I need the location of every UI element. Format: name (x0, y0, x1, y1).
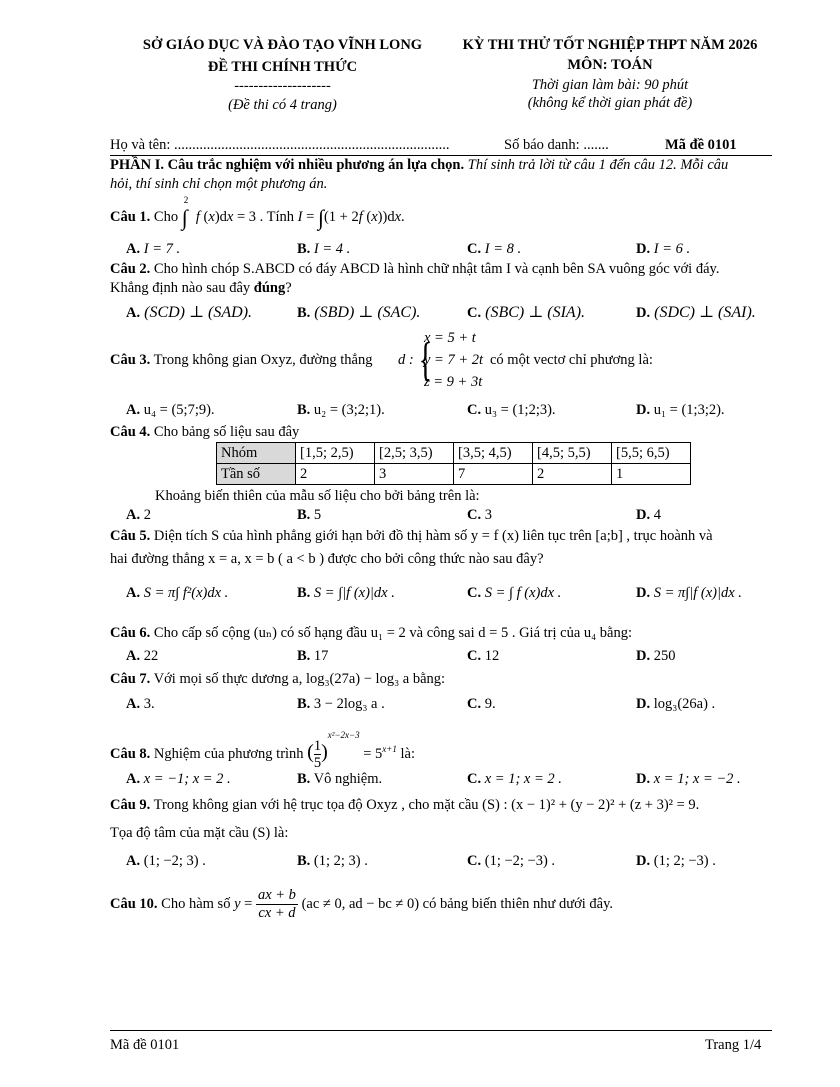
q5-option-b[interactable]: B. S = ∫|f (x)|dx . (297, 585, 395, 601)
part1-instruction: Thí sinh trả lời từ câu 1 đến câu 12. Mỗi câu (464, 157, 729, 173)
time-note: (không kể thời gian phát đề) (527, 95, 693, 111)
q6-option-c[interactable]: C. 12 (467, 648, 500, 664)
question-2 (110, 261, 719, 278)
question-9-line2: Tọa độ tâm của mặt cầu (S) là: (110, 825, 289, 841)
question-text-2: = 3 . Tính (236, 209, 295, 225)
table-cell: 1 (612, 464, 691, 485)
table-cell: 7 (454, 464, 533, 485)
q8-option-b[interactable]: B. Vô nghiệm. (297, 771, 383, 787)
equals-5: = 5 (363, 745, 383, 762)
exam-title: KỲ THI THỬ TỐT NGHIỆP THPT NĂM 2026 (462, 37, 758, 53)
line-eq-1: x = 5 + t (424, 330, 476, 346)
table-cell: [3,5; 4,5) (454, 443, 533, 464)
table-row (217, 443, 691, 464)
question-10: Câu 10. Cho hàm số y = $\frac{ax + b}{cx + d}$ (ac ≠ 0, ad − bc ≠ 0) có bảng biến thiên như dưới đây. (110, 887, 614, 921)
student-name-field: Họ và tên: ............................................................................ (110, 137, 450, 153)
table-cell: Tần số (217, 464, 296, 485)
question-text: Trong không gian với hệ trục tọa độ Oxyz , cho mặt cầu (S) : (x − 1)² + (y − 2)² + (z + 3)² = 9. (153, 797, 700, 813)
q2-option-a[interactable]: A. (SCD) ⊥ (SAD). (126, 304, 253, 321)
subject-label: MÔN: TOÁN (567, 57, 653, 73)
q8-option-a[interactable]: A. x = −1; x = 2 . (126, 771, 231, 787)
q7-option-c[interactable]: C. 9. (467, 696, 496, 712)
footer-divider (110, 1030, 772, 1031)
q5-option-a[interactable]: A. S = π∫ f²(x)dx . (126, 585, 229, 601)
q1-option-b[interactable]: B. I = 4 . (297, 241, 351, 257)
school-name: SỞ GIÁO DỤC VÀ ĐÀO TẠO VĨNH LONG (142, 37, 423, 53)
question-3-end: có một vectơ chỉ phương là: (490, 352, 653, 368)
q5-option-d[interactable]: D. S = π∫|f (x)|dx . (636, 585, 742, 601)
q1-option-c[interactable]: C. I = 8 . (467, 241, 522, 257)
fraction-one-fifth: $\frac{1}{5}$ (313, 738, 322, 771)
q2-option-c[interactable]: C. (SBC) ⊥ (SIA). (467, 304, 586, 321)
question-label: Câu 1. (110, 209, 151, 225)
time-label: Thời gian làm bài: 90 phút (531, 77, 689, 93)
question-label: Câu 2. (110, 261, 151, 277)
line-eq-2: y = 7 + 2t (424, 352, 484, 368)
footer-exam-code: Mã đề 0101 (110, 1037, 180, 1053)
line-d-label: d : (398, 352, 414, 368)
divider (110, 155, 772, 156)
y-var: y (234, 895, 241, 912)
q6-option-a[interactable]: A. 22 (126, 648, 159, 664)
table-cell: Nhóm (217, 443, 296, 464)
q4-option-a[interactable]: A. 2 (126, 507, 151, 523)
official-exam-label: ĐỀ THI CHÍNH THỨC (207, 59, 358, 75)
question-text: Cho cấp số cộng (uₙ) có số hạng đầu u₁ = 2 và công sai d = 5 . Giá trị của u₄ bằng: (153, 625, 633, 641)
q4-option-c[interactable]: C. 3 (467, 507, 492, 523)
question-label: Câu 7. (110, 671, 151, 687)
exam-code: Mã đề 0101 (665, 137, 737, 153)
table-cell: [2,5; 3,5) (375, 443, 454, 464)
table-cell: 2 (533, 464, 612, 485)
q6-option-b[interactable]: B. 17 (297, 648, 329, 664)
q4-option-d[interactable]: D. 4 (636, 507, 661, 523)
table-cell: [5,5; 6,5) (612, 443, 691, 464)
q1-option-d[interactable]: D. I = 6 . (636, 241, 691, 257)
table-cell: 3 (375, 464, 454, 485)
q8-option-d[interactable]: D. x = 1; x = −2 . (636, 771, 741, 787)
paren-open: ( (307, 740, 314, 763)
q9-option-c[interactable]: C. (1; −2; −3) . (467, 853, 556, 869)
question-4 (110, 424, 299, 441)
table-cell: 2 (296, 464, 375, 485)
part1-instruction-2: hỏi, thí sinh chỉ chọn một phương án. (110, 176, 328, 192)
function-fraction (256, 887, 298, 922)
part1-title: PHẦN I. Câu trắc nghiệm với nhiều phương án lựa chọn. (110, 157, 465, 173)
exponent: x²−2x−3 (327, 730, 360, 740)
q9-option-a[interactable]: A. (1; −2; 3) . (126, 853, 206, 869)
frequency-table (216, 442, 691, 485)
q9-option-d[interactable]: D. (1; 2; −3) . (636, 853, 716, 869)
fraction-numerator: ax + b (257, 887, 296, 903)
question-9 (110, 797, 699, 814)
q3-option-d[interactable]: D. u₁ = (1;3;2). (636, 402, 725, 418)
integrand: f (195, 209, 200, 225)
page-count-note: (Đề thi có 4 trang) (228, 97, 337, 113)
q7-option-b[interactable]: B. 3 − 2log₃ a . (297, 696, 385, 712)
q7-option-d[interactable]: D. log₃(26a) . (636, 696, 716, 712)
question-3 (110, 352, 372, 369)
q8-option-c[interactable]: C. x = 1; x = 2 . (467, 771, 562, 787)
integral-sign-2: ∫ (317, 205, 324, 230)
student-id-field: Số báo danh: ....... (504, 137, 609, 153)
q3-option-a[interactable]: A. u₄ = (5;7;9). (126, 402, 215, 418)
question-5-line2: hai đường thẳng x = a, x = b ( a < b ) được cho bởi công thức nào sau đây? (110, 551, 544, 567)
footer-page-number: Trang 1/4 (705, 1037, 762, 1053)
question-text: Nghiệm của phương trình (153, 745, 304, 762)
table-cell: [4,5; 5,5) (533, 443, 612, 464)
question-text: Trong không gian Oxyz, đường thẳng (153, 352, 373, 368)
header-dashes: -------------------- (234, 78, 331, 94)
line-eq-3: z = 9 + 3t (424, 374, 483, 390)
question-5 (110, 528, 713, 545)
system-brace: { (418, 333, 433, 386)
question-label: Câu 10. (110, 895, 158, 912)
question-4-after: Khoảng biến thiên của mẫu số liệu cho bởi bảng trên là: (155, 488, 480, 504)
question-text-end: là: (400, 745, 415, 762)
upper-limit: 2 (183, 195, 189, 206)
q5-option-c[interactable]: C. S = ∫ f (x)dx . (467, 585, 562, 601)
question-label: Câu 9. (110, 797, 151, 813)
question-text: Cho bảng số liệu sau đây (153, 424, 300, 440)
table-cell: [1,5; 2,5) (296, 443, 375, 464)
q4-option-b[interactable]: B. 5 (297, 507, 322, 523)
question-text: Cho hình chóp S.ABCD có đáy ABCD là hình chữ nhật tâm I và cạnh bên SA vuông góc với đáy. (153, 261, 720, 277)
q7-option-a[interactable]: A. 3. (126, 696, 155, 712)
question-label: Câu 3. (110, 352, 151, 368)
question-text: Với mọi số thực dương a, log₃(27a) − log₃ a bằng: (153, 671, 446, 687)
question-text: Cho (153, 209, 179, 225)
question-2-line2: Khẳng định nào sau đây đúng? (110, 280, 292, 296)
part1-title-row (110, 157, 728, 174)
q6-option-d[interactable]: D. 250 (636, 648, 676, 664)
exponent-2: x+1 (382, 744, 397, 754)
question-text-2: (ac ≠ 0, ad − bc ≠ 0) có bảng biến thiên như dưới đây. (301, 895, 614, 912)
question-label: Câu 4. (110, 424, 151, 440)
q2-option-d[interactable]: D. (SDC) ⊥ (SAI). (636, 304, 756, 321)
q3-option-c[interactable]: C. u₃ = (1;2;3). (467, 402, 556, 418)
question-label: Câu 5. (110, 528, 151, 544)
fraction-denominator: cx + d (258, 905, 296, 921)
table-row (217, 464, 691, 485)
q9-option-b[interactable]: B. (1; 2; 3) . (297, 853, 368, 869)
q3-option-b[interactable]: B. u₂ = (3;2;1). (297, 402, 385, 418)
question-8 (110, 730, 415, 771)
question-7 (110, 671, 445, 688)
question-text: Diện tích S của hình phẳng giới hạn bởi đồ thị hàm số y = f (x) liên tục trên [a;b] , trục hoành và (153, 528, 713, 544)
integral-sign: ∫ (181, 205, 188, 230)
question-text: Cho hàm số (161, 895, 231, 912)
question-label: Câu 8. (110, 745, 151, 762)
paren-close: ) (321, 740, 328, 763)
question-label: Câu 6. (110, 625, 151, 641)
question-1: Câu 1. Cho ∫$^2$ f (x)dx = 3 . Tính I = ∫(1 + 2f (x))dx. (110, 195, 405, 230)
q1-option-a[interactable]: A. I = 7 . (126, 241, 181, 257)
q2-option-b[interactable]: B. (SBD) ⊥ (SAC). (297, 304, 421, 321)
question-6 (110, 625, 632, 642)
